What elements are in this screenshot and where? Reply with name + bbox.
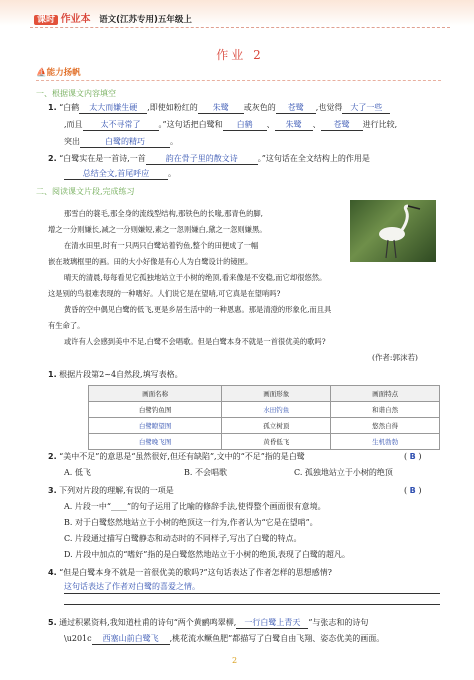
table-cell-answer[interactable]: 白鹭晚飞图	[89, 434, 222, 450]
q7-number: 5.	[48, 618, 57, 627]
passage-line: 嵌在玻璃框里的画。田的大小好像是有心人为白鹭设计的镜匣。	[48, 257, 253, 266]
q2-text: 。”这句话在全文结构上的作用是	[257, 154, 370, 163]
answer-line	[64, 604, 440, 605]
q5-option-d[interactable]: D. 片段中加点的“嗜好”指的是白鹭悠然地站立于小树的绝顶,表现了白鹭的超凡。	[64, 550, 350, 559]
q1-answer-1[interactable]: 太大而嫌生硬	[79, 102, 147, 114]
question-7	[48, 617, 368, 629]
q4-option-a[interactable]: A. 低飞	[64, 468, 91, 477]
q5-answer[interactable]: B	[409, 486, 416, 495]
q4-answer[interactable]: B	[409, 452, 416, 461]
table-header: 画面特点	[331, 386, 440, 402]
q1-answer-4[interactable]: 大了一些	[342, 102, 390, 114]
passage-line: 那雪白的蓑毛,那全身的流线型结构,那铁色的长喙,那青色的脚,	[64, 209, 263, 218]
q2-text: “白鹭实在是一首诗,一首	[59, 154, 146, 163]
q1-text: 进行比较,	[362, 120, 398, 129]
table-row	[89, 418, 440, 434]
q1-text: 或灰色的	[243, 103, 276, 112]
table-cell: 黄昏低飞	[222, 434, 331, 450]
q2-answer-1[interactable]: 韵在骨子里的散文诗	[146, 153, 258, 165]
q5-option-b[interactable]: B. 对于白鹭悠然地站立于小树的绝顶这一行为,作者认为“它是在望哨”。	[64, 518, 318, 527]
q1-text: 、	[312, 120, 321, 129]
page-title: 作业 2	[216, 48, 264, 62]
q1-answer-6[interactable]: 白鹤	[223, 119, 267, 131]
passage-line: 有生命了。	[48, 321, 85, 330]
q5-text: 下列对片段的理解,有误的一项是	[59, 486, 174, 495]
q1-text: 突出	[64, 137, 80, 146]
table-header: 画面形象	[222, 386, 331, 402]
table-header-row	[89, 386, 440, 402]
table-cell-answer[interactable]: 白鹭瞭望图	[89, 418, 222, 434]
passage-line: 黄昏的空中偶见白鹭的低飞,更是乡居生活中的一种恩惠。那是清澄的形象化,而且具	[64, 305, 332, 314]
q7-answer-2[interactable]: 西塞山前白鹭飞	[92, 633, 170, 645]
answer-table	[88, 385, 440, 450]
passage-line: 或许有人会感到美中不足,白鹭不会唱歌。但是白鹭本身不就是一首很优美的歌吗?	[64, 337, 326, 346]
q1-answer-5[interactable]: 太不寻常了	[83, 119, 159, 131]
q5-option-c[interactable]: C. 片段通过描写白鹭静态和动态时的不同样子,写出了白鹭的特点。	[64, 534, 302, 543]
section-main-label: 能力扬帆	[46, 68, 81, 78]
question-7-line2: \u201c 西塞山前白鹭飞 ,桃花流水鳜鱼肥”都描写了白鹭自由飞翔、姿态优美的画面。	[64, 634, 385, 643]
table-cell: 孤立树顶	[222, 418, 331, 434]
subject-label: 语文(江苏专用)五年级上	[99, 15, 192, 25]
sail-icon: ⛵	[36, 68, 47, 78]
q1-answer-9[interactable]: 白鹭的精巧	[80, 136, 170, 148]
q4-option-b[interactable]: B. 不会唱歌	[184, 468, 227, 477]
table-cell-answer[interactable]: 生机勃勃	[331, 434, 440, 450]
q1-answer-8[interactable]: 苍鹭	[321, 119, 363, 131]
q2-text: 。	[168, 169, 176, 178]
q1-answer-2[interactable]: 朱鹭	[198, 102, 244, 114]
section-2-heading: 二、阅读课文片段,完成练习	[36, 187, 135, 196]
q1-text: ,也觉得	[315, 103, 343, 112]
q1-text: 、	[266, 120, 275, 129]
table-row	[89, 402, 440, 418]
q4-option-c[interactable]: C. 孤独地站立于小树的绝顶	[294, 468, 393, 477]
section-1-heading: 一、根据课文内容填空	[36, 89, 116, 98]
q1-text: ,而且	[64, 120, 83, 129]
q7-text: 通过积累资料,我知道杜甫的诗句“两个黄鹂鸣翠柳,	[59, 618, 237, 627]
q4-answer-box: ( B )	[404, 452, 422, 461]
q3-number: 1.	[48, 370, 57, 379]
q6-text: “但是白鹭本身不就是一首很优美的歌吗?”这句话表达了作者怎样的思想感情?	[59, 568, 332, 577]
passage-line: 在清水田里,时有一只两只白鹭站着钓鱼,整个的田便成了一幅	[64, 241, 259, 250]
q1-text: “白鹤	[59, 103, 80, 112]
q1-text: 。”这句话把白鹭和	[158, 120, 223, 129]
passage-line: 这是别的鸟很难表现的一种嗜好。人们说它是在望哨,可它真是在望哨吗?	[48, 289, 281, 298]
author-credit: (作者:郭沫若)	[372, 353, 418, 362]
table-cell: 白鹭钓鱼图	[89, 402, 222, 418]
q7-text: ,桃花流水鳜鱼肥”都描写了白鹭自由飞翔、姿态优美的画面。	[169, 634, 385, 643]
header-divider	[30, 27, 450, 28]
table-row	[89, 434, 440, 450]
q7-text: ”与张志和的诗句	[308, 618, 369, 627]
q5-number: 3.	[48, 486, 57, 495]
question-5	[48, 485, 174, 497]
brand-logo: 课时	[34, 15, 58, 25]
q6-answer[interactable]: 这句话表达了作者对白鹭的喜爱之情。	[64, 581, 440, 594]
passage-line: 晴天的清晨,每每看见它孤独地站立于小树的绝顶,看来像是不安稳,而它却很悠然。	[64, 273, 327, 282]
table-cell: 悠然自得	[331, 418, 440, 434]
q1-text: 。	[170, 137, 178, 146]
section-main	[36, 66, 81, 78]
q4-number: 2.	[48, 452, 57, 461]
book-name: 作业本	[60, 14, 91, 25]
q1-answer-3[interactable]: 苍鹭	[276, 102, 316, 114]
q1-text: ,即使如粉红的	[147, 103, 198, 112]
passage-line: 增之一分则嫌长,减之一分则嫌短,素之一忽则嫌白,黛之一忽则嫌黑。	[48, 225, 267, 234]
question-6	[48, 567, 332, 579]
table-header: 画面名称	[89, 386, 222, 402]
q5-answer-box: ( B )	[404, 486, 422, 495]
header	[34, 10, 192, 25]
question-4	[48, 451, 305, 463]
q4-text: “美中不足”的意思是“虽然很好,但还有缺陷”,文中的“不足”指的是白鹭	[59, 452, 305, 461]
q2-number: 2.	[48, 154, 57, 163]
q1-answer-7[interactable]: 朱鹭	[275, 119, 313, 131]
q3-text: 根据片段第2~4自然段,填写表格。	[59, 370, 183, 379]
egret-photo	[350, 200, 436, 262]
question-2-line2	[64, 168, 176, 180]
q1-number: 1.	[48, 103, 57, 112]
q7-answer-1[interactable]: 一行白鹭上青天	[236, 617, 308, 629]
question-1-line2	[64, 119, 397, 131]
q5-option-a[interactable]: A. 片段一中“____”的句子运用了比喻的修辞手法,使得整个画面很有意境。	[64, 502, 326, 511]
q2-answer-2[interactable]: 总结全文,首尾呼应	[64, 168, 168, 180]
question-1-line3	[64, 136, 178, 148]
section-divider	[36, 80, 441, 81]
table-cell-answer[interactable]: 水田钓鱼	[222, 402, 331, 418]
q6-number: 4.	[48, 568, 57, 577]
question-2	[48, 153, 370, 165]
question-3	[48, 369, 183, 381]
question-1	[48, 102, 390, 114]
table-cell: 和谐自然	[331, 402, 440, 418]
page-number: 2	[232, 656, 238, 665]
